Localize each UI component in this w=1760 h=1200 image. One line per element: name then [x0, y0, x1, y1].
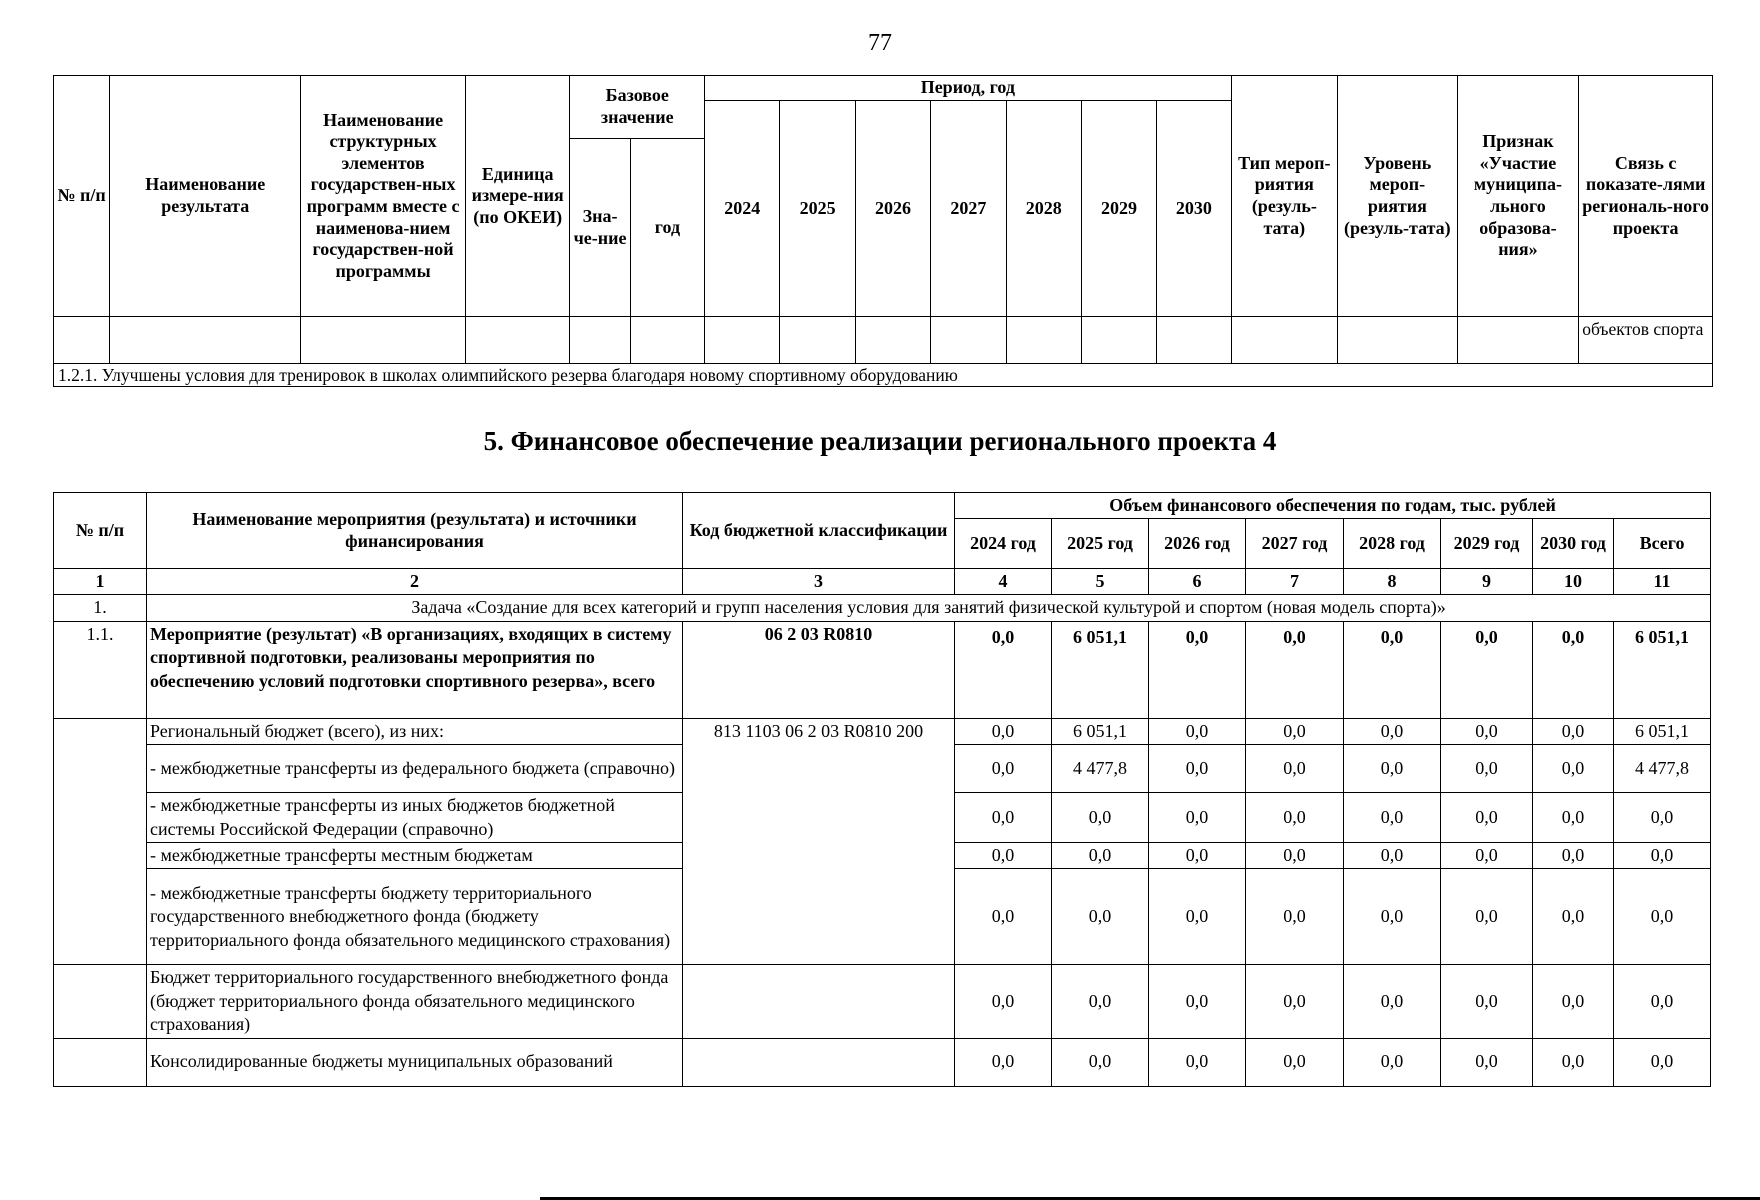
header-year-4: 2028: [1006, 101, 1081, 317]
source-value: 0,0: [1441, 1038, 1533, 1086]
task-num: 1.: [54, 595, 147, 621]
source-row: [54, 965, 1711, 1038]
source-value: 0,0: [1246, 842, 1344, 868]
source-value: 0,0: [1344, 869, 1441, 965]
header-year-0: 2024: [705, 101, 780, 317]
source-value: 0,0: [1246, 965, 1344, 1038]
header-period: Период, год: [705, 76, 1232, 101]
source-value: 0,0: [955, 965, 1052, 1038]
column-number: 9: [1441, 569, 1533, 595]
source-value: 0,0: [1246, 1038, 1344, 1086]
source-value: 0,0: [1441, 745, 1533, 793]
source-name: - межбюджетные трансферты из федерального бюджета (справочно): [147, 745, 683, 793]
source-value: 0,0: [1344, 1038, 1441, 1086]
source-value: 0,0: [955, 1038, 1052, 1086]
task-text: Задача «Создание для всех категорий и групп населения условия для занятий физической культурой и спортом (новая модель спорта)»: [147, 595, 1711, 621]
header-event-level: Уровень мероп-риятия (резуль-тата): [1338, 76, 1458, 317]
header-year-5: 2029: [1081, 101, 1156, 317]
source-total: 0,0: [1614, 793, 1711, 843]
column-number: 2: [147, 569, 683, 595]
source-value: 0,0: [1441, 793, 1533, 843]
source-value: 0,0: [1149, 718, 1246, 744]
event-name: Мероприятие (результат) «В организациях, входящих в систему спортивной подготовки, реализованы мероприятия по обеспечению условий подготовки спортивного резерва», всего: [147, 621, 683, 718]
source-value: 4 477,8: [1052, 745, 1149, 793]
event-total: 6 051,1: [1614, 621, 1711, 718]
source-value: 0,0: [1052, 842, 1149, 868]
header2-year-2: 2026 год: [1149, 519, 1246, 569]
source-value: 0,0: [1344, 718, 1441, 744]
task-row: [54, 595, 1711, 621]
source-value: 0,0: [1246, 718, 1344, 744]
column-number: 8: [1344, 569, 1441, 595]
source-value: 0,0: [1149, 842, 1246, 868]
source-name: - межбюджетные трансферты местным бюджетам: [147, 842, 683, 868]
source-value: 0,0: [1246, 793, 1344, 843]
source-value: 0,0: [1149, 869, 1246, 965]
finance-table: [53, 492, 1711, 1087]
header2-year-0: 2024 год: [955, 519, 1052, 569]
column-number: 5: [1052, 569, 1149, 595]
table-row: [54, 364, 1713, 387]
column-number: 3: [683, 569, 955, 595]
table-row: [54, 317, 1713, 364]
result-subheading: 1.2.1. Улучшены условия для тренировок в школах олимпийского резерва благодаря новому спортивному оборудованию: [54, 364, 1713, 387]
source-value: 0,0: [955, 745, 1052, 793]
event-value: 0,0: [955, 621, 1052, 718]
event-value: 0,0: [1441, 621, 1533, 718]
column-number: 1: [54, 569, 147, 595]
header-base-value: Базовое значение: [570, 76, 705, 139]
event-row: [54, 621, 1711, 718]
source-value: 0,0: [1149, 965, 1246, 1038]
column-number: 10: [1533, 569, 1614, 595]
source-name: - межбюджетные трансферты из иных бюджетов бюджетной системы Российской Федерации (справочно): [147, 793, 683, 843]
event-code: 06 2 03 R0810: [683, 621, 955, 718]
source-value: 0,0: [1052, 965, 1149, 1038]
source-value: 0,0: [1533, 718, 1614, 744]
source-value: 6 051,1: [1052, 718, 1149, 744]
column-number: 11: [1614, 569, 1711, 595]
source-value: 0,0: [955, 869, 1052, 965]
header-base-value-year: год: [630, 139, 704, 317]
source-row: [54, 718, 1711, 744]
source-total: 0,0: [1614, 842, 1711, 868]
source-value: 0,0: [1533, 745, 1614, 793]
event-value: 0,0: [1344, 621, 1441, 718]
source-value: 0,0: [1344, 793, 1441, 843]
source-value: 0,0: [1441, 965, 1533, 1038]
header-year-2: 2026: [855, 101, 930, 317]
source-code: 813 1103 06 2 03 R0810 200: [683, 718, 955, 965]
header2-code: Код бюджетной классификации: [683, 493, 955, 569]
source-value: 0,0: [1149, 745, 1246, 793]
event-value: 0,0: [1149, 621, 1246, 718]
header-unit: Единица измере-ния (по ОКЕИ): [465, 76, 570, 317]
column-number: 6: [1149, 569, 1246, 595]
source-value: 0,0: [955, 793, 1052, 843]
header2-volume: Объем финансового обеспечения по годам, тыс. рублей: [955, 493, 1711, 519]
header2-year-1: 2025 год: [1052, 519, 1149, 569]
source-code: [683, 965, 955, 1038]
column-numbers-row: [54, 569, 1711, 595]
row-continuation-text: объектов спорта: [1579, 317, 1713, 364]
header-result-name: Наименование результата: [110, 76, 301, 317]
header-num: № п/п: [54, 76, 110, 317]
source-total: 0,0: [1614, 869, 1711, 965]
header2-name: Наименование мероприятия (результата) и источники финансирования: [147, 493, 683, 569]
column-number: 7: [1246, 569, 1344, 595]
source-value: 0,0: [1052, 869, 1149, 965]
source-name: Консолидированные бюджеты муниципальных образований: [147, 1038, 683, 1086]
source-value: 0,0: [1149, 1038, 1246, 1086]
source-value: 0,0: [1052, 793, 1149, 843]
header-year-1: 2025: [780, 101, 855, 317]
event-value: 6 051,1: [1052, 621, 1149, 718]
header-base-value-val: Зна-че-ние: [570, 139, 630, 317]
event-num: 1.1.: [54, 621, 147, 718]
source-value: 0,0: [1246, 869, 1344, 965]
header-link: Связь с показате-лями региональ-ного проекта: [1579, 76, 1713, 317]
page-number: 77: [868, 30, 892, 56]
source-value: 0,0: [1533, 1038, 1614, 1086]
event-value: 0,0: [1246, 621, 1344, 718]
header-struct-elements: Наименование структурных элементов государствен-ных программ вместе с наименова-нием государствен-ной программы: [301, 76, 466, 317]
source-value: 0,0: [1344, 842, 1441, 868]
source-value: 0,0: [955, 842, 1052, 868]
header2-year-4: 2028 год: [1344, 519, 1441, 569]
source-value: 0,0: [1344, 745, 1441, 793]
event-value: 0,0: [1533, 621, 1614, 718]
header-year-6: 2030: [1157, 101, 1231, 317]
source-value: 0,0: [1533, 869, 1614, 965]
source-value: 0,0: [1441, 869, 1533, 965]
source-name: Бюджет территориального государственного внебюджетного фонда (бюджет территориального фонда обязательного медицинского страхования): [147, 965, 683, 1038]
source-value: 0,0: [1052, 1038, 1149, 1086]
header2-total: Всего: [1614, 519, 1711, 569]
source-value: 0,0: [1533, 793, 1614, 843]
source-name: Региональный бюджет (всего), из них:: [147, 718, 683, 744]
source-total: 0,0: [1614, 1038, 1711, 1086]
source-value: 0,0: [1149, 793, 1246, 843]
header2-num: № п/п: [54, 493, 147, 569]
source-value: 0,0: [955, 718, 1052, 744]
source-total: 4 477,8: [1614, 745, 1711, 793]
source-value: 0,0: [1344, 965, 1441, 1038]
header-year-3: 2027: [931, 101, 1006, 317]
source-total: 6 051,1: [1614, 718, 1711, 744]
source-name: - межбюджетные трансферты бюджету территориального государственного внебюджетного фонда (бюджету территориального фонда обязательного медицинского страхования): [147, 869, 683, 965]
source-value: 0,0: [1441, 718, 1533, 744]
header-municipal-sign: Признак «Участие муниципа-льного образова-ния»: [1457, 76, 1579, 317]
source-code: [683, 1038, 955, 1086]
source-total: 0,0: [1614, 965, 1711, 1038]
header-event-type: Тип мероп-риятия (резуль-тата): [1231, 76, 1338, 317]
source-value: 0,0: [1533, 842, 1614, 868]
header2-year-6: 2030 год: [1533, 519, 1614, 569]
column-number: 4: [955, 569, 1052, 595]
header2-year-3: 2027 год: [1246, 519, 1344, 569]
source-value: 0,0: [1246, 745, 1344, 793]
source-value: 0,0: [1441, 842, 1533, 868]
source-value: 0,0: [1533, 965, 1614, 1038]
header2-year-5: 2029 год: [1441, 519, 1533, 569]
section-title: 5. Финансовое обеспечение реализации регионального проекта 4: [483, 426, 1277, 456]
results-table: [53, 75, 1713, 387]
source-row: [54, 1038, 1711, 1086]
